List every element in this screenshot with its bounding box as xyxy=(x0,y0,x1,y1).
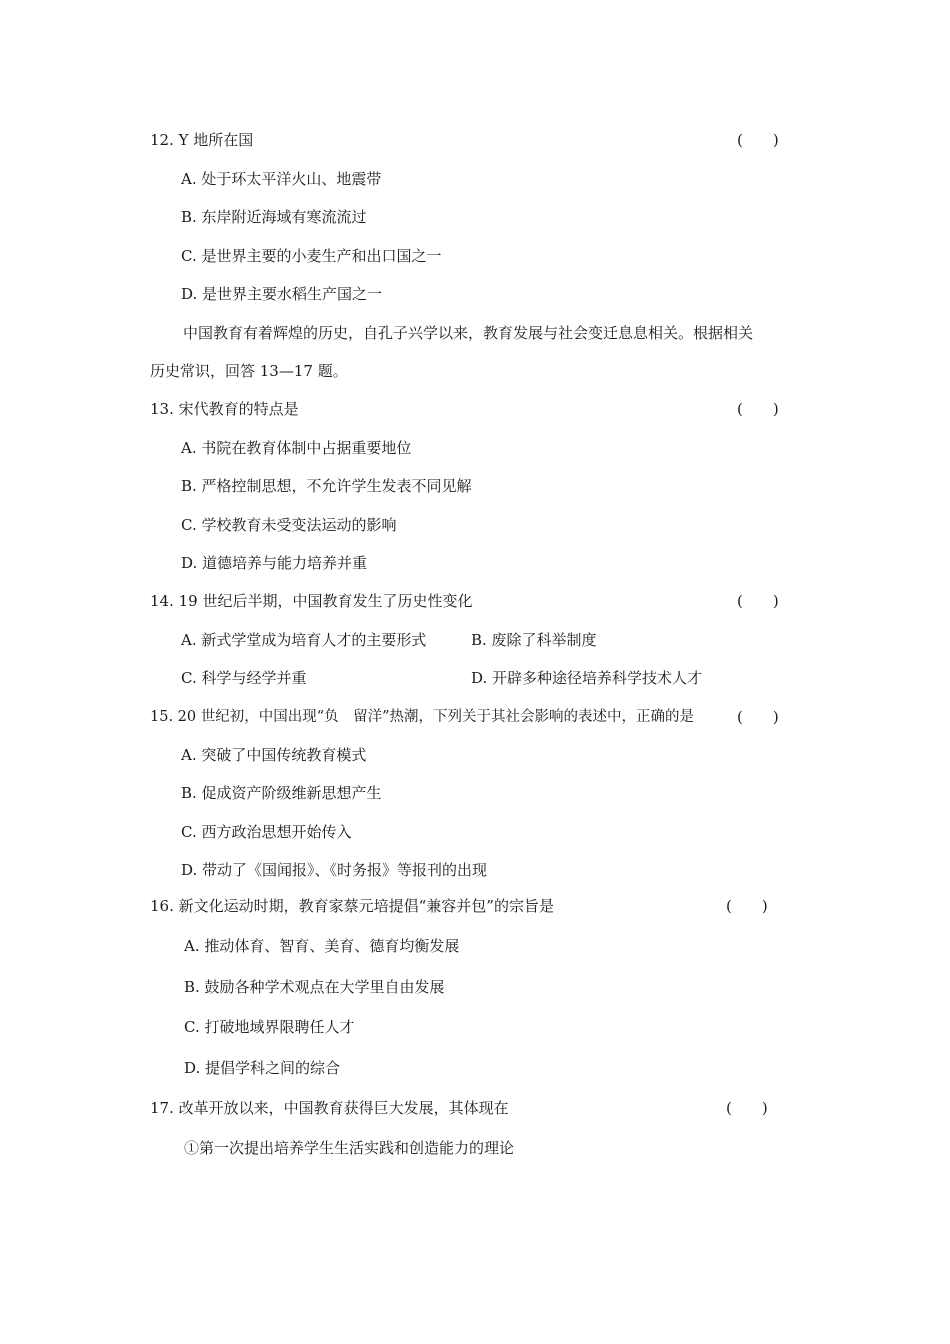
question-14-option-b: B. 废除了科举制度 xyxy=(471,631,597,649)
question-13-option-a: A. 书院在教育体制中占据重要地位 xyxy=(181,439,412,457)
question-16-option-d: D. 提倡学科之间的综合 xyxy=(184,1059,341,1077)
question-14-answer-blank: ( ) xyxy=(737,592,779,610)
question-17-stem: 17. 改革开放以来，中国教育获得巨大发展，其体现在 xyxy=(150,1099,509,1117)
question-15-option-c: C. 西方政治思想开始传入 xyxy=(181,823,352,841)
question-14-option-d: D. 开辟多种途径培养科学技术人才 xyxy=(471,669,703,687)
question-12-option-d: D. 是世界主要水稻生产国之一 xyxy=(181,285,383,303)
question-15-answer-blank: ( ) xyxy=(737,708,779,726)
question-14-option-a: A. 新式学堂成为培育人才的主要形式 xyxy=(181,631,427,649)
question-16-option-c: C. 打破地域界限聘任人才 xyxy=(184,1018,355,1036)
intro-paragraph-line-2: 历史常识，回答 13—17 题。 xyxy=(150,362,348,380)
question-12-answer-blank: ( ) xyxy=(737,131,779,149)
question-16-option-b: B. 鼓励各种学术观点在大学里自由发展 xyxy=(184,978,445,996)
question-13-option-d: D. 道德培养与能力培养并重 xyxy=(181,554,368,572)
question-13-option-b: B. 严格控制思想，不允许学生发表不同见解 xyxy=(181,477,472,495)
question-12-stem: 12. Y 地所在国 xyxy=(150,131,254,149)
intro-paragraph-line-1: 中国教育有着辉煌的历史，自孔子兴学以来，教育发展与社会变迁息息相关。根据相关 xyxy=(183,324,754,342)
question-13-option-c: C. 学校教育未受变法运动的影响 xyxy=(181,516,397,534)
question-16-answer-blank: ( ) xyxy=(726,897,768,915)
question-17-item-1: ①第一次提出培养学生生活实践和创造能力的理论 xyxy=(184,1139,515,1157)
question-14-option-c: C. 科学与经学并重 xyxy=(181,669,307,687)
question-15-option-a: A. 突破了中国传统教育模式 xyxy=(181,746,367,764)
question-12-option-a: A. 处于环太平洋火山、地震带 xyxy=(181,170,382,188)
question-12-option-b: B. 东岸附近海域有寒流流过 xyxy=(181,208,367,226)
question-14-stem: 14. 19 世纪后半期，中国教育发生了历史性变化 xyxy=(150,592,473,610)
question-16-option-a: A. 推动体育、智育、美育、德育均衡发展 xyxy=(184,937,460,955)
question-16-stem: 16. 新文化运动时期，教育家蔡元培提倡“兼容并包”的宗旨是 xyxy=(150,897,554,915)
question-15-option-b: B. 促成资产阶级维新思想产生 xyxy=(181,784,382,802)
question-15-stem: 15. 20 世纪初，中国出现“负 留洋”热潮，下列关于其社会影响的表述中，正确的是 xyxy=(150,709,695,725)
question-17-answer-blank: ( ) xyxy=(726,1099,768,1117)
question-15-option-d: D. 带动了《国闻报》、《时务报》等报刊的出现 xyxy=(181,861,488,879)
question-12-option-c: C. 是世界主要的小麦生产和出口国之一 xyxy=(181,247,442,265)
question-13-answer-blank: ( ) xyxy=(737,400,779,418)
question-13-stem: 13. 宋代教育的特点是 xyxy=(150,400,299,418)
